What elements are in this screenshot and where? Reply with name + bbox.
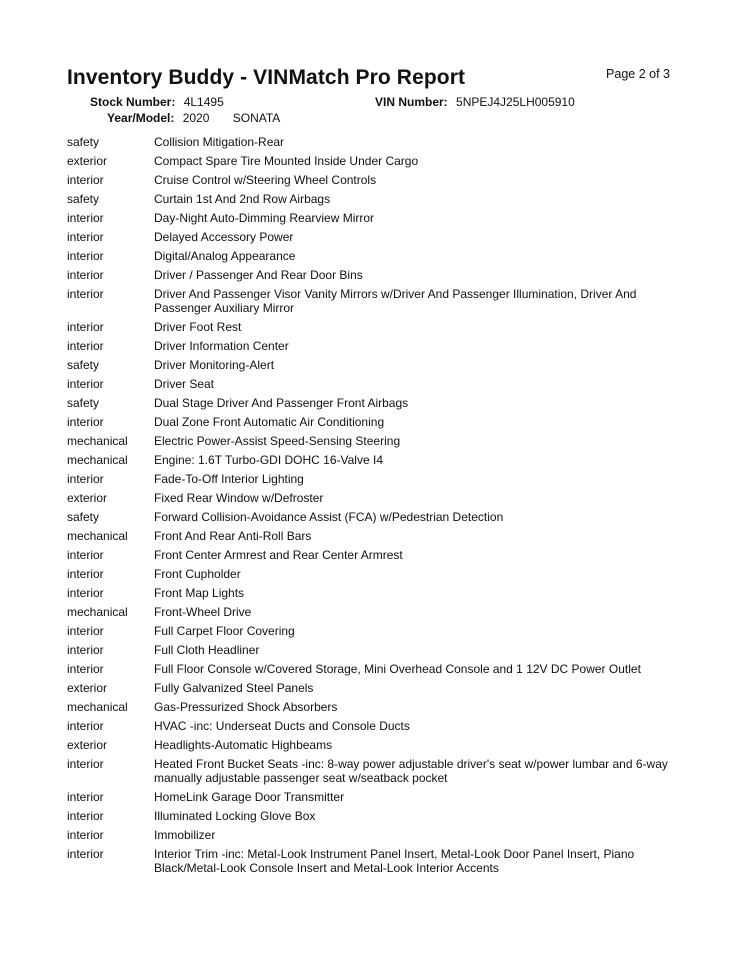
stock-number-field [90,95,224,109]
feature-row [0,698,742,717]
feature-category: interior [67,624,104,638]
feature-description: Collision Mitigation-Rear [154,135,285,149]
feature-description: Driver Information Center [154,339,289,353]
feature-description: HVAC -inc: Underseat Ducts and Console Ducts [154,719,410,733]
feature-description: Interior Trim -inc: Metal-Look Instrument Panel Insert, Metal-Look Door Panel Insert, Piano Black/Metal-Look Console Insert and Metal-Look Interior Accents [154,847,635,875]
feature-row [0,470,742,489]
feature-category: interior [67,230,104,244]
feature-row [0,190,742,209]
feature-category: interior [67,320,104,334]
feature-description: Cruise Control w/Steering Wheel Controls [154,173,377,187]
feature-description: Fade-To-Off Interior Lighting [154,472,304,486]
feature-category: interior [67,268,104,282]
feature-description: Driver / Passenger And Rear Door Bins [154,268,363,282]
feature-description: Full Carpet Floor Covering [154,624,295,638]
feature-description: Digital/Analog Appearance [154,249,296,263]
feature-row [0,755,742,788]
feature-description: Curtain 1st And 2nd Row Airbags [154,192,331,206]
feature-category: exterior [67,681,108,695]
vin-number-value: 5NPEJ4J25LH005910 [456,95,575,109]
feature-description: Delayed Accessory Power [154,230,294,244]
feature-row [0,717,742,736]
feature-category: interior [67,828,104,842]
feature-category: interior [67,847,104,861]
feature-row [0,247,742,266]
feature-description: Full Floor Console w/Covered Storage, Mini Overhead Console and 1 12V DC Power Outlet [154,662,641,676]
stock-number-label: Stock Number: [90,95,176,109]
feature-row [0,826,742,845]
feature-category: interior [67,173,104,187]
vin-number-field [375,95,575,109]
feature-row [0,228,742,247]
feature-description: Immobilizer [154,828,216,842]
feature-category: safety [67,192,100,206]
year-model-label: Year/Model: [107,111,175,125]
feature-category: interior [67,809,104,823]
feature-category: mechanical [67,605,128,619]
feature-description: Day-Night Auto-Dimming Rearview Mirror [154,211,375,225]
feature-description: Engine: 1.6T Turbo-GDI DOHC 16-Valve I4 [154,453,383,467]
feature-category: interior [67,790,104,804]
feature-category: interior [67,249,104,263]
feature-description: HomeLink Garage Door Transmitter [154,790,345,804]
feature-description: Headlights-Automatic Highbeams [154,738,333,752]
feature-category: interior [67,287,104,301]
feature-list [0,133,742,878]
feature-row [0,394,742,413]
feature-description: Front Cupholder [154,567,241,581]
feature-description: Driver And Passenger Visor Vanity Mirrors w/Driver And Passenger Illumination, Driver And Passenger Auxiliary Mirror [154,287,637,315]
feature-row [0,807,742,826]
feature-category: interior [67,211,104,225]
feature-row [0,152,742,171]
feature-row [0,788,742,807]
feature-row [0,679,742,698]
feature-description: Heated Front Bucket Seats -inc: 8-way power adjustable driver's seat w/power lumbar and 6-way manually adjustable passenger seat w/seatback pocket [154,757,668,785]
feature-category: interior [67,757,104,771]
stock-number-value: 4L1495 [183,95,224,109]
feature-description: Fixed Rear Window w/Defroster [154,491,324,505]
feature-category: interior [67,548,104,562]
year-value: 2020 [182,111,210,125]
feature-row [0,641,742,660]
feature-category: interior [67,567,104,581]
feature-description: Full Cloth Headliner [154,643,260,657]
feature-category: interior [67,643,104,657]
feature-row [0,318,742,337]
feature-description: Driver Monitoring-Alert [154,358,275,372]
feature-description: Front Map Lights [154,586,245,600]
feature-row [0,285,742,318]
feature-row [0,508,742,527]
feature-category: interior [67,415,104,429]
feature-description: Dual Stage Driver And Passenger Front Airbags [154,396,409,410]
feature-description: Front Center Armrest and Rear Center Armrest [154,548,403,562]
report-title: Inventory Buddy - VINMatch Pro Report [67,66,466,89]
feature-row [0,584,742,603]
feature-description: Forward Collision-Avoidance Assist (FCA) w/Pedestrian Detection [154,510,504,524]
feature-category: interior [67,377,104,391]
feature-category: interior [67,472,104,486]
feature-category: exterior [67,491,108,505]
feature-row [0,375,742,394]
feature-row [0,845,742,878]
feature-category: exterior [67,738,108,752]
feature-row [0,209,742,228]
feature-category: interior [67,662,104,676]
feature-row [0,356,742,375]
feature-row [0,660,742,679]
feature-row [0,603,742,622]
feature-category: interior [67,339,104,353]
feature-category: safety [67,396,100,410]
feature-description: Illuminated Locking Glove Box [154,809,316,823]
feature-description: Driver Seat [154,377,215,391]
feature-row [0,489,742,508]
model-value: SONATA [232,111,281,125]
feature-row [0,736,742,755]
vin-number-label: VIN Number: [375,95,448,109]
feature-description: Dual Zone Front Automatic Air Conditioning [154,415,385,429]
feature-description: Electric Power-Assist Speed-Sensing Steering [154,434,401,448]
feature-row [0,622,742,641]
feature-description: Front-Wheel Drive [154,605,252,619]
feature-category: mechanical [67,434,128,448]
feature-row [0,266,742,285]
feature-category: safety [67,358,100,372]
feature-category: mechanical [67,529,128,543]
feature-row [0,432,742,451]
feature-description: Front And Rear Anti-Roll Bars [154,529,312,543]
feature-row [0,413,742,432]
feature-row [0,171,742,190]
feature-row [0,337,742,356]
feature-row [0,451,742,470]
feature-row [0,133,742,152]
feature-description: Driver Foot Rest [154,320,242,334]
page-number: Page 2 of 3 [606,67,670,81]
feature-row [0,527,742,546]
feature-description: Fully Galvanized Steel Panels [154,681,314,695]
feature-category: safety [67,510,100,524]
feature-category: exterior [67,154,108,168]
feature-category: interior [67,719,104,733]
feature-row [0,546,742,565]
year-model-field [107,111,280,125]
feature-category: interior [67,586,104,600]
feature-row [0,565,742,584]
feature-category: safety [67,135,100,149]
feature-category: mechanical [67,453,128,467]
feature-description: Gas-Pressurized Shock Absorbers [154,700,338,714]
feature-category: mechanical [67,700,128,714]
feature-description: Compact Spare Tire Mounted Inside Under Cargo [154,154,419,168]
